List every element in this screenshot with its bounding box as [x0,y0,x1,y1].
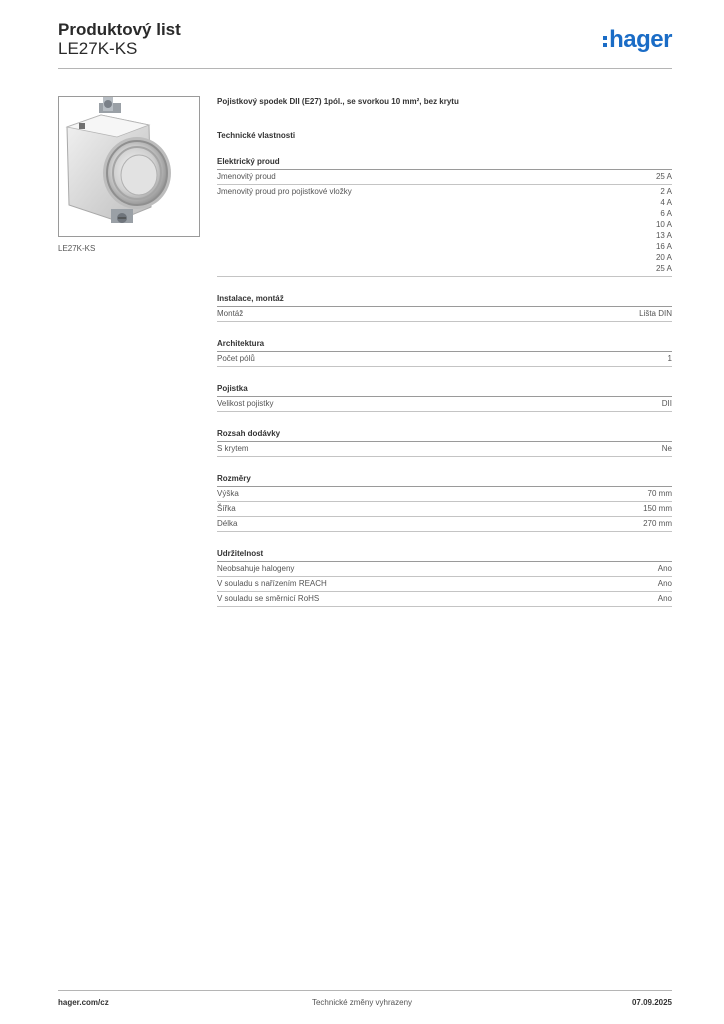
spec-values [639,308,672,319]
footer-divider [58,990,672,991]
spec-row [217,352,672,367]
spec-label: Velikost pojistky [217,399,274,408]
spec-values [656,171,672,182]
footer-website[interactable]: hager.com/cz [58,998,109,1007]
spec-section [217,383,672,412]
footer-note: Technické změny vyhrazeny [311,998,413,1007]
fuse-base-icon [59,97,199,236]
section-title: Rozsah dodávky [217,429,281,438]
spec-row [217,562,672,577]
spec-value: 20 A [655,253,672,262]
spec-row [217,170,672,185]
spec-values [662,443,672,454]
spec-values [648,488,672,499]
spec-values [658,578,672,589]
spec-row [217,502,672,517]
spec-row [217,592,672,607]
logo-text: hager [609,26,672,53]
spec-value: DII [661,399,672,408]
spec-value: 150 mm [643,504,672,513]
hager-logo[interactable] [603,26,672,54]
spec-label: Jmenovitý proud [217,172,276,181]
spec-values [668,353,672,364]
spec-sections [217,156,672,607]
spec-row [217,577,672,592]
section-title: Elektrický proud [217,157,280,166]
spec-value: Ano [657,579,672,588]
spec-value: 25 A [655,172,672,181]
spec-section [217,293,672,322]
logo-dots-icon [603,34,607,48]
image-caption: LE27K-KS [58,244,96,253]
technical-properties-heading: Technické vlastnosti [217,131,296,140]
spec-value: 13 A [655,231,672,240]
spec-values [662,398,672,409]
section-title: Rozměry [217,474,251,483]
spec-value: 16 A [655,242,672,251]
spec-section [217,428,672,457]
product-description: Pojistkový spodek DII (E27) 1pól., se svorkou 10 mm², bez krytu [217,97,459,106]
spec-label: Výška [217,489,239,498]
spec-label: Počet pólů [217,354,255,363]
spec-section [217,473,672,532]
spec-label: V souladu se směrnicí RoHS [217,594,320,603]
spec-value: 6 A [660,209,672,218]
spec-value: Ano [657,564,672,573]
spec-label: Šířka [217,504,236,513]
spec-label: Montáž [217,309,244,318]
spec-values [658,563,672,574]
spec-value: 4 A [660,198,672,207]
header-divider [58,68,672,69]
product-image [58,96,200,237]
spec-value: 2 A [660,187,672,196]
spec-label: Délka [217,519,238,528]
spec-section [217,338,672,367]
spec-value: 25 A [655,264,672,273]
section-title: Pojistka [217,384,248,393]
section-title: Instalace, montáž [217,294,284,303]
spec-label: Neobsahuje halogeny [217,564,295,573]
footer-date: 07.09.2025 [631,998,672,1007]
spec-label: Jmenovitý proud pro pojistkové vložky [217,187,352,196]
spec-value: Ano [657,594,672,603]
spec-value: 70 mm [647,489,672,498]
spec-value: 10 A [655,220,672,229]
spec-values [656,186,672,274]
spec-value: 1 [667,354,672,363]
spec-values [643,503,672,514]
product-code: LE27K-KS [58,39,138,58]
spec-row [217,307,672,322]
spec-value: 270 mm [643,519,672,528]
spec-section [217,156,672,277]
spec-label: V souladu s nařízením REACH [217,579,327,588]
section-title: Udržitelnost [217,549,264,558]
section-title: Architektura [217,339,265,348]
spec-label: S krytem [217,444,249,453]
page-header [58,20,672,68]
document-title: Produktový list [58,20,181,39]
spec-section [217,548,672,607]
spec-row [217,487,672,502]
spec-row [217,185,672,277]
spec-row [217,397,672,412]
spec-content [217,96,672,607]
spec-row [217,517,672,532]
spec-row [217,442,672,457]
spec-values [658,593,672,604]
spec-value: Lišta DIN [639,309,672,318]
spec-values [643,518,672,529]
spec-value: Ne [661,444,672,453]
